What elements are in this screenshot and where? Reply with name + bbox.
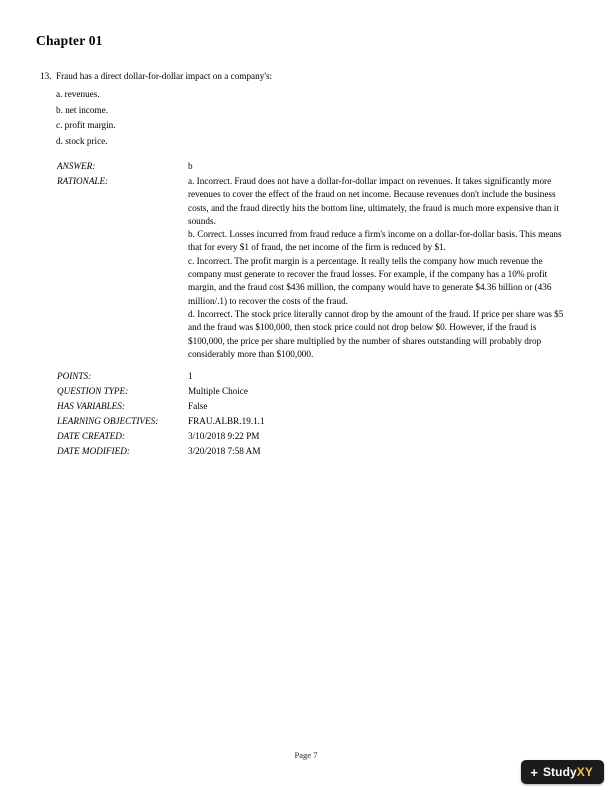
page-footer-number: Page 7 [294,750,318,760]
list-item: d. stock price. [56,135,108,146]
rationale-paragraph: c. Incorrect. The profit margin is a percentage. It really tells the company how much revenue the company must generate to recover the fraud losses. For example, if the company has a 10% profit margin, and the fraud cost $436 million, the company would have to generate $4.36 billion or (436 million/.1) to recover the costs of the fraud. [188,255,552,306]
rationale-paragraph: a. Incorrect. Fraud does not have a dollar-for-dollar impact on revenues. It takes significantly more revenues to cover the effect of the fraud on net income. Because revenues don't include the business costs, and the fraud directly hits the bottom line, ultimately, the fraud is much more expensive than it sounds. [188,176,559,226]
learning-objectives-label: LEARNING OBJECTIVES: [57,416,159,427]
list-item: b. net income. [56,104,109,115]
question-choices [40,87,570,149]
question-stem [40,70,570,83]
page-title: Chapter 01 [36,33,103,48]
question-block [40,70,570,149]
question-type-label: QUESTION TYPE: [57,386,129,397]
question-metadata-table [57,160,570,460]
date-created-label: DATE CREATED: [57,431,125,442]
has-variables-label: HAS VARIABLES: [57,401,125,412]
question-type-value: Multiple Choice [188,386,248,397]
studyxy-watermark-badge[interactable] [521,760,604,784]
table-row [57,400,570,415]
brand-label [543,765,593,779]
answer-value: b [188,161,193,171]
answer-label: ANSWER: [57,161,96,171]
brand-xy-text: XY [576,765,593,779]
points-value: 1 [188,371,193,382]
question-stem-text: Fraud has a direct dollar-for-dollar impact on a company's: [56,71,273,81]
table-spacer [57,361,570,370]
rationale-value [188,175,570,361]
table-row [57,415,570,430]
table-row [57,160,570,175]
has-variables-value: False [188,401,208,412]
learning-objectives-value: FRAU.ALBR.19.1.1 [188,416,265,427]
table-row [57,430,570,445]
brand-study-text: Study [542,765,577,779]
points-label: POINTS: [57,371,92,382]
table-row [57,385,570,400]
plus-icon: + [530,764,538,780]
date-modified-value: 3/20/2018 7:58 AM [188,446,261,457]
date-created-value: 3/10/2018 9:22 PM [188,431,260,442]
list-item: a. revenues. [56,89,100,99]
rationale-paragraph: d. Incorrect. The stock price literally cannot drop by the amount of the fraud. If price per share was $5 and the fraud was $100,000, then stock price could not drop below $0. However, if the fraud is $100,000, the price per share multiplied by the number of shares outstanding will probably drop considerably more than $100,000. [188,308,564,359]
question-number: 13. [40,71,52,81]
list-item: c. profit margin. [56,120,116,130]
rationale-paragraph: b. Correct. Losses incurred from fraud reduce a firm's income on a dollar-for-dollar basis. This means that for every $1 of fraud, the net income of the firm is reduced by $1. [188,229,562,253]
rationale-label: RATIONALE: [57,176,109,186]
date-modified-label: DATE MODIFIED: [57,446,130,457]
table-row [57,370,570,385]
table-row [57,445,570,460]
table-row [57,175,570,361]
